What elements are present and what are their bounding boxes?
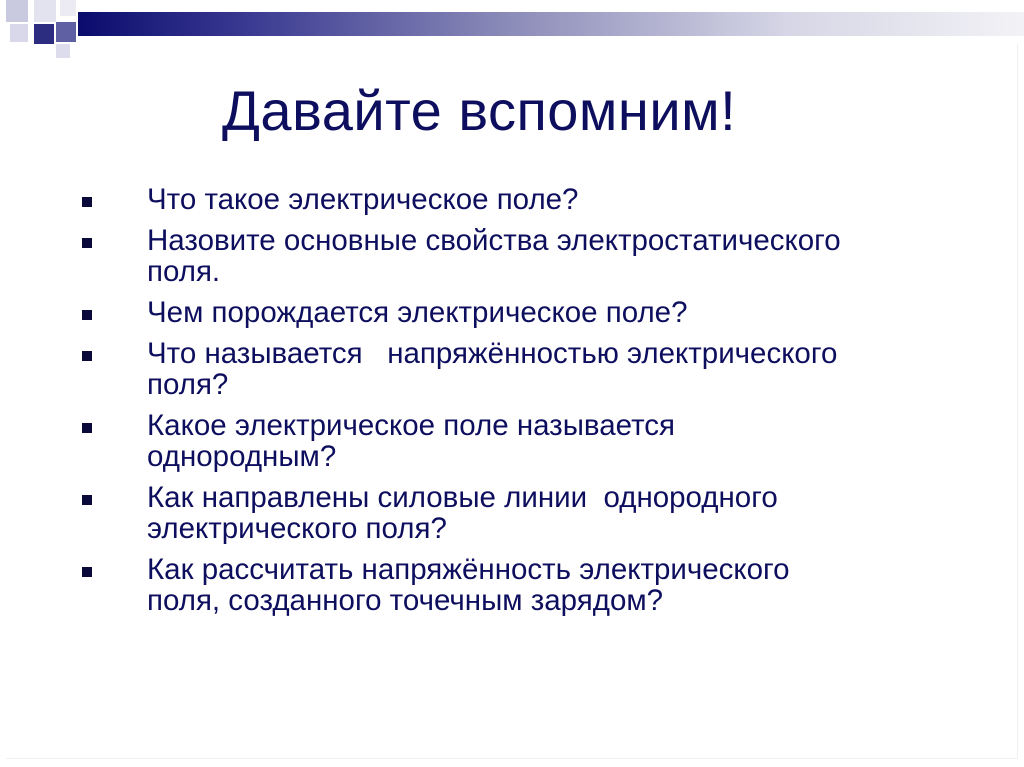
question-text: Как рассчитать напряжённость электрического поля, созданного точечным зарядом? (147, 553, 790, 617)
deco-square-3 (60, 0, 76, 16)
square-bullet-icon (82, 197, 92, 207)
square-bullet-icon (82, 567, 92, 577)
list-item (70, 554, 970, 616)
deco-square-5 (56, 22, 76, 42)
deco-square-4 (34, 24, 54, 44)
header-decoration (0, 0, 1024, 60)
deco-square-7 (56, 44, 70, 58)
square-bullet-icon (82, 423, 92, 433)
square-bullet-icon (82, 238, 92, 248)
list-item (70, 225, 970, 287)
question-text: Чем порождается электрическое поле? (147, 296, 688, 329)
question-text: Назовите основные свойства электростатического поля. (147, 224, 841, 288)
question-list (70, 184, 970, 626)
deco-square-6 (10, 24, 28, 42)
question-text: Что называется напряжённостью электрического поля? (147, 337, 838, 401)
question-text: Какое электрическое поле называется однородным? (147, 409, 675, 473)
square-bullet-icon (82, 495, 92, 505)
list-item (70, 184, 970, 215)
list-item (70, 297, 970, 328)
list-item (70, 482, 970, 544)
list-item (70, 338, 970, 400)
question-text: Что такое электрическое поле? (147, 183, 579, 216)
square-bullet-icon (82, 351, 92, 361)
list-item (70, 410, 970, 472)
deco-square-2 (34, 0, 56, 22)
square-bullet-icon (82, 310, 92, 320)
gradient-bar (78, 12, 1024, 36)
deco-square-1 (6, 0, 28, 22)
question-text: Как направлены силовые линии однородного электрического поля? (147, 481, 778, 545)
slide-title: Давайте вспомним! (222, 79, 737, 142)
